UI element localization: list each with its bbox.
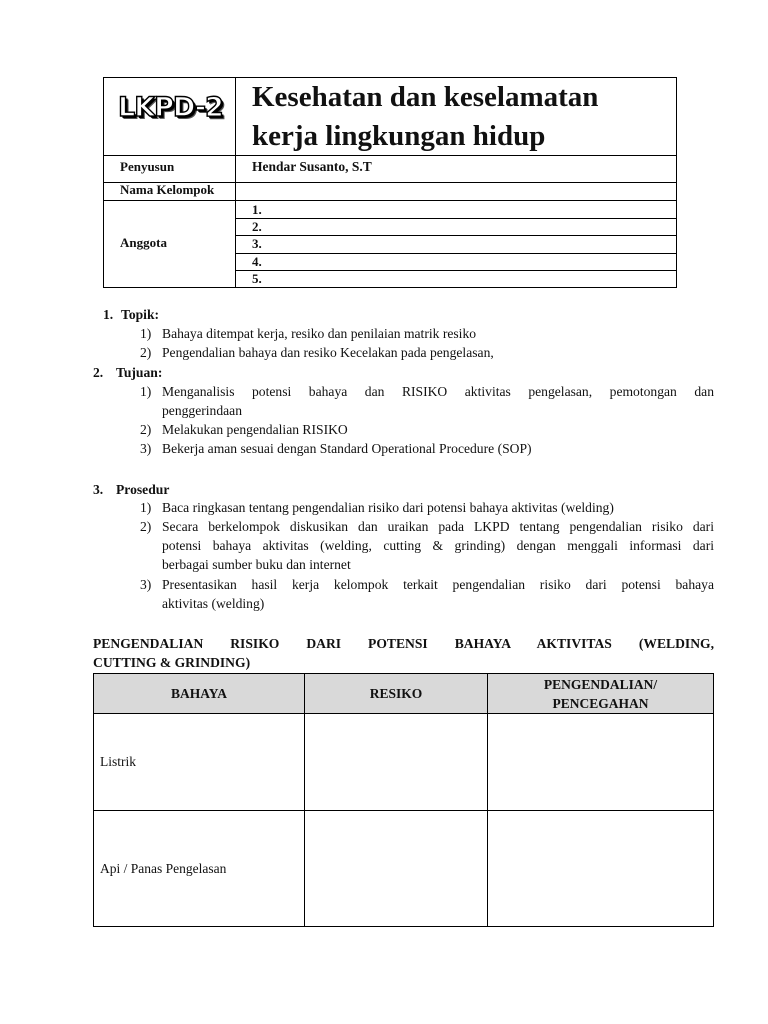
anggota-label: Anggota [120,235,167,250]
anggota-number: 3. [252,236,262,251]
header-box [103,77,677,288]
title-line-1: Kesehatan dan keselamatan [252,81,599,113]
anggota-number: 5. [252,271,262,286]
list-item: Presentasikan hasil kerja kelompok terkait pengendalian risiko dari potensi bahaya [162,577,714,592]
col-header-pengendalian [488,674,714,714]
kelompok-label: Nama Kelompok [120,182,215,197]
title-line-2: kerja lingkungan hidup [252,120,546,152]
list-item: Baca ringkasan tentang pengendalian risiko dari potensi bahaya aktivitas (welding) [162,500,614,515]
cell-bahaya: Listrik [94,714,305,811]
list-item: Melakukan pengendalian RISIKO [162,422,348,437]
header-rule [235,270,677,271]
table-row [94,811,714,927]
header-rule [235,218,677,219]
col-header-line: PENGENDALIAN/ [543,676,658,692]
anggota-number: 2. [252,219,262,234]
list-number: 2) [140,519,152,534]
risk-table [93,673,714,927]
list-number: 1) [140,500,152,515]
list-item: Bahaya ditempat kerja, resiko dan penilaian matrik resiko [162,326,477,341]
list-item-continued: aktivitas (welding) [162,596,265,611]
list-number: 3) [140,441,152,456]
topik-number: 1. [103,307,114,322]
table-caption-continued: CUTTING & GRINDING) [93,655,251,670]
page-title [252,78,598,156]
list-number: 2) [140,422,152,437]
prosedur-heading: Prosedur [116,482,170,497]
penyusun-label: Penyusun [120,159,175,174]
header-rule [104,200,676,201]
table-row [94,714,714,811]
topik-heading: Topik: [121,307,160,322]
tujuan-number: 2. [93,365,104,380]
list-number: 2) [140,345,152,360]
anggota-number: 1. [252,202,262,217]
tujuan-heading: Tujuan: [116,365,163,380]
lkpd-logo: LKPD-2 [118,92,223,123]
cell-pengendalian[interactable] [488,811,714,927]
col-header-line: PENCEGAHAN [552,695,649,711]
cell-bahaya: Api / Panas Pengelasan [94,811,305,927]
table-caption: PENGENDALIAN RISIKO DARI POTENSI BAHAYA AKTIVITAS (WELDING, [93,636,714,651]
cell-resiko[interactable] [305,714,488,811]
list-number: 3) [140,577,152,592]
list-item-continued: berbagai sumber buku dan internet [162,557,351,572]
list-item-continued: penggerindaan [162,403,243,418]
header-rule [235,235,677,236]
anggota-number: 4. [252,254,262,269]
col-header-bahaya: BAHAYA [94,674,305,714]
list-item-continued: potensi bahaya aktivitas (welding, cutting & grinding) dengan menggali informasi dari [162,538,714,553]
table-header-row [94,674,714,714]
list-item: Bekerja aman sesuai dengan Standard Operational Procedure (SOP) [162,441,532,456]
list-number: 1) [140,326,152,341]
penyusun-value: Hendar Susanto, S.T [252,159,372,174]
prosedur-number: 3. [93,482,104,497]
cell-resiko[interactable] [305,811,488,927]
header-rule [235,253,677,254]
list-item: Pengendalian bahaya dan resiko Kecelakan pada pengelasan, [162,345,494,360]
list-number: 1) [140,384,152,399]
cell-pengendalian[interactable] [488,714,714,811]
col-header-resiko: RESIKO [305,674,488,714]
list-item: Menganalisis potensi bahaya dan RISIKO aktivitas pengelasan, pemotongan dan [162,384,714,399]
list-item: Secara berkelompok diskusikan dan uraikan pada LKPD tentang pengendalian risiko dari [162,519,714,534]
